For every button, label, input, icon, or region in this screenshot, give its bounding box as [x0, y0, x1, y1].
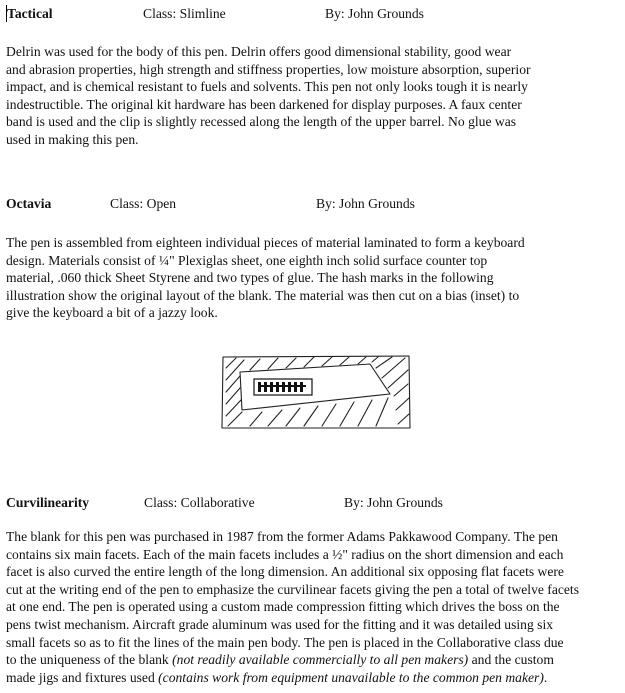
section-author: By: John Grounds — [344, 495, 443, 510]
body-line: design. Materials consist of ¼" Plexiglas sheet, one eighth inch solid surface counter top — [6, 252, 488, 268]
body-text: made jigs and fixtures used — [6, 669, 159, 685]
body-line: small facets so as to fit the lines of the main pen body. The pen is placed in the Collaborative class due — [6, 634, 564, 650]
section-body-octavia — [6, 234, 620, 322]
body-line: illustration show the original layout of the blank. The material was then cut on a bias (inset) to — [6, 287, 520, 303]
section-body-curvilinearity — [6, 528, 620, 686]
body-text: to the uniqueness of the blank — [6, 652, 173, 668]
italic-note: (contains work from equipment unavailable to the common pen maker) — [158, 669, 544, 685]
body-line: contains six main facets. Each of the main facets includes a ½" radius on the short dimension and each — [6, 546, 564, 562]
body-line: The pen is assembled from eighteen individual pieces of material laminated to form a keyboard — [6, 235, 525, 250]
body-line: cut at the writing end of the pen to emphasize the curvilinear facets giving the pen a total of twelve facets — [6, 581, 579, 597]
body-line: The blank for this pen was purchased in 1987 from the former Adams Pakkawood Company. The pen — [6, 529, 558, 544]
section-header-tactical — [7, 5, 619, 23]
body-line: at one end. The pen is operated using a custom made compression fitting which drives the boss on the — [6, 599, 560, 615]
body-line: used in making this pen. — [6, 131, 139, 147]
section-title: Curvilinearity — [6, 495, 90, 510]
section-header-octavia — [6, 195, 618, 213]
body-line: and abrasion properties, high strength and stiffness properties, low moisture absorption, superior — [6, 61, 531, 77]
section-class: Class: Open — [110, 196, 177, 211]
section-body-tactical — [6, 43, 620, 149]
body-line: facet is also curved the entire length of the long dimension. An additional six opposing flat facets were — [6, 564, 564, 580]
body-line — [6, 651, 620, 669]
section-author: By: John Grounds — [325, 6, 424, 21]
italic-note: (not readily available commercially to all pen makers) — [172, 652, 469, 668]
body-line: give the keyboard a bit of a jazzy look. — [6, 305, 218, 321]
body-text: . — [543, 669, 548, 685]
body-line: band is used and the clip is slightly recessed along the length of the upper barrel. No glue was — [6, 114, 517, 130]
section-header-curvilinearity — [6, 494, 618, 512]
body-line — [6, 669, 620, 687]
body-line: material, .060 thick Sheet Styrene and two types of glue. The hash marks in the following — [6, 270, 494, 286]
keyboard-blank-sketch — [220, 354, 412, 430]
section-title: Tactical — [7, 6, 53, 21]
body-line: Delrin was used for the body of this pen. Delrin offers good dimensional stability, good wear — [6, 44, 512, 59]
body-line: pens twist mechanism. Aircraft grade aluminum was used for the fitting and it was detailed using six — [6, 616, 554, 632]
section-author: By: John Grounds — [316, 196, 415, 211]
section-class: Class: Slimline — [143, 6, 226, 21]
section-class: Class: Collaborative — [144, 495, 255, 510]
body-text: and the custom — [468, 652, 554, 668]
body-line: indestructible. The original kit hardware has been darkened for display purposes. A faux center — [6, 96, 522, 112]
section-title: Octavia — [6, 196, 52, 211]
body-line: impact, and is chemical resistant to fuels and solvents. This pen not only looks tough it is nearly — [6, 79, 528, 95]
